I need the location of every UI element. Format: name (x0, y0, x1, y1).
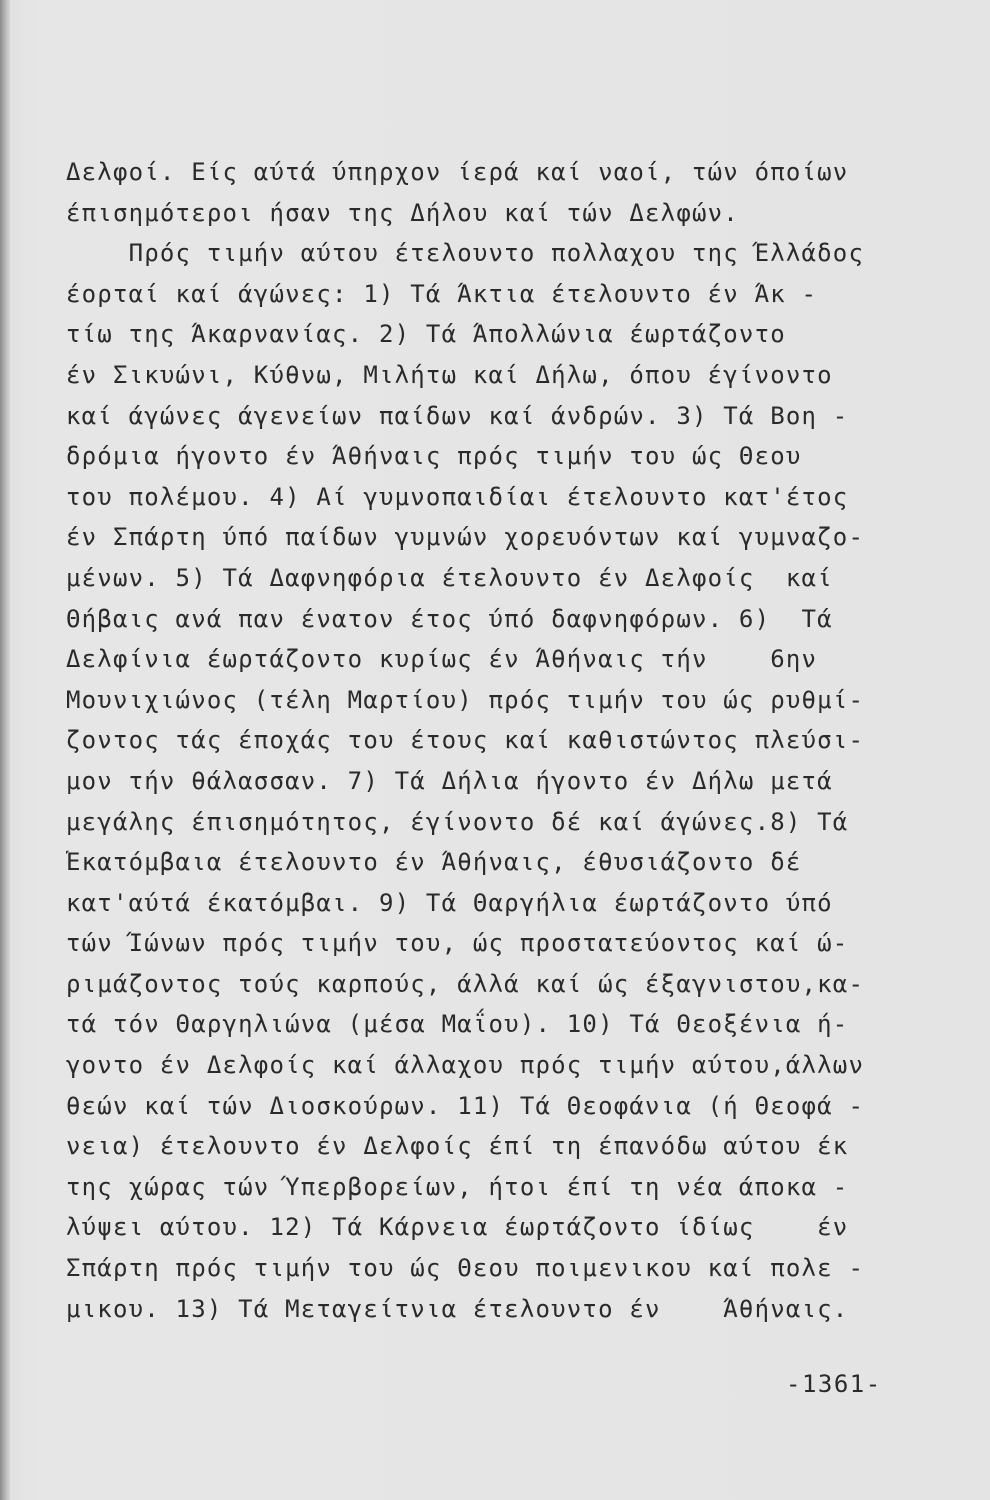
text-line: θεών καί τών Διοσκούρων. 11) Τά Θεοφάνια (ή Θεοφά - (66, 1091, 865, 1120)
text-line: έν Σπάρτη ύπό παίδων γυμνών χορευόντων καί γυμναζο- (66, 523, 865, 552)
text-line: δρόμια ήγοντο έν Άθήναις πρός τιμήν του ώς Θεου (66, 442, 802, 471)
text-line: μικου. 13) Τά Μεταγείτνια έτελουντο έν Άθήναις. (66, 1294, 849, 1323)
text-line: της χώρας τών Ύπερβορείων, ήτοι έπί τη νέα άποκα - (66, 1172, 849, 1201)
text-line: κατ'αύτά έκατόμβαι. 9) Τά Θαργήλια έωρτάζοντο ύπό (66, 888, 833, 917)
body-text (66, 152, 926, 1329)
text-line: γοντο έν Δελφοίς καί άλλαχου πρός τιμήν αύτου,άλλων (66, 1051, 865, 1080)
text-line: Μουνιχιώνος (τέλη Μαρτίου) πρός τιμήν του ώς ρυθμί- (66, 685, 865, 714)
text-line: μένων. 5) Τά Δαφνηφόρια έτελουντο έν Δελφοίς καί (66, 563, 833, 592)
text-line: έπισημότεροι ήσαν της Δήλου καί τών Δελφών. (66, 198, 739, 227)
text-line: του πολέμου. 4) Αί γυμνοπαιδίαι έτελουντο κατ'έτος (66, 482, 849, 511)
text-line: Έκατόμβαια έτελουντο έν Άθήναις, έθυσιάζοντο δέ (66, 848, 802, 877)
text-line: λύψει αύτου. 12) Τά Κάρνεια έωρτάζοντο ίδίως έν (66, 1213, 849, 1242)
text-line: τά τόν Θαργηλιώνα (μέσα Μαΐου). 10) Τά Θεοξένια ή- (66, 1010, 849, 1039)
text-line: Πρός τιμήν αύτου έτελουντο πολλαχου της Έλλάδος (66, 239, 865, 268)
text-line: ριμάζοντος τούς καρπούς, άλλά καί ώς έξαγνιστου,κα- (66, 969, 865, 998)
text-line: τίω της Άκαρνανίας. 2) Τά Άπολλώνια έωρτάζοντο (66, 320, 786, 349)
text-line: Δελφοί. Είς αύτά ύπηρχον ίερά καί ναοί, τών όποίων (66, 158, 849, 186)
text-line: Σπάρτη πρός τιμήν του ώς Θεου ποιμενικου καί πολε - (66, 1254, 865, 1283)
text-line: καί άγώνες άγενείων παίδων καί άνδρών. 3) Τά Βοη - (66, 401, 849, 430)
text-line: μεγάλης έπισημότητος, έγίνοντο δέ καί άγώνες.8) Τά (66, 807, 849, 836)
text-line: τών Ίώνων πρός τιμήν του, ώς προστατεύοντος καί ώ- (66, 929, 849, 958)
text-line: μον τήν θάλασσαν. 7) Τά Δήλια ήγοντο έν Δήλω μετά (66, 766, 833, 795)
page-binding-edge (0, 0, 10, 1500)
text-line: Δελφίνια έωρτάζοντο κυρίως έν Άθήναις τήν 6ην (66, 645, 818, 674)
text-line: έν Σικυώνι, Κύθνω, Μιλήτω καί Δήλω, όπου έγίνοντο (66, 360, 833, 389)
text-line: νεια) έτελουντο έν Δελφοίς έπί τη έπανόδω αύτου έκ (66, 1132, 849, 1161)
page-number: -1361- (786, 1370, 882, 1398)
text-line: ζοντος τάς έποχάς του έτους καί καθιστώντος πλεύσι- (66, 726, 865, 755)
text-line: έορταί καί άγώνες: 1) Τά Άκτια έτελουντο έν Άκ - (66, 279, 818, 308)
text-line: Θήβαις ανά παν ένατον έτος ύπό δαφνηφόρων. 6) Τά (66, 604, 833, 633)
